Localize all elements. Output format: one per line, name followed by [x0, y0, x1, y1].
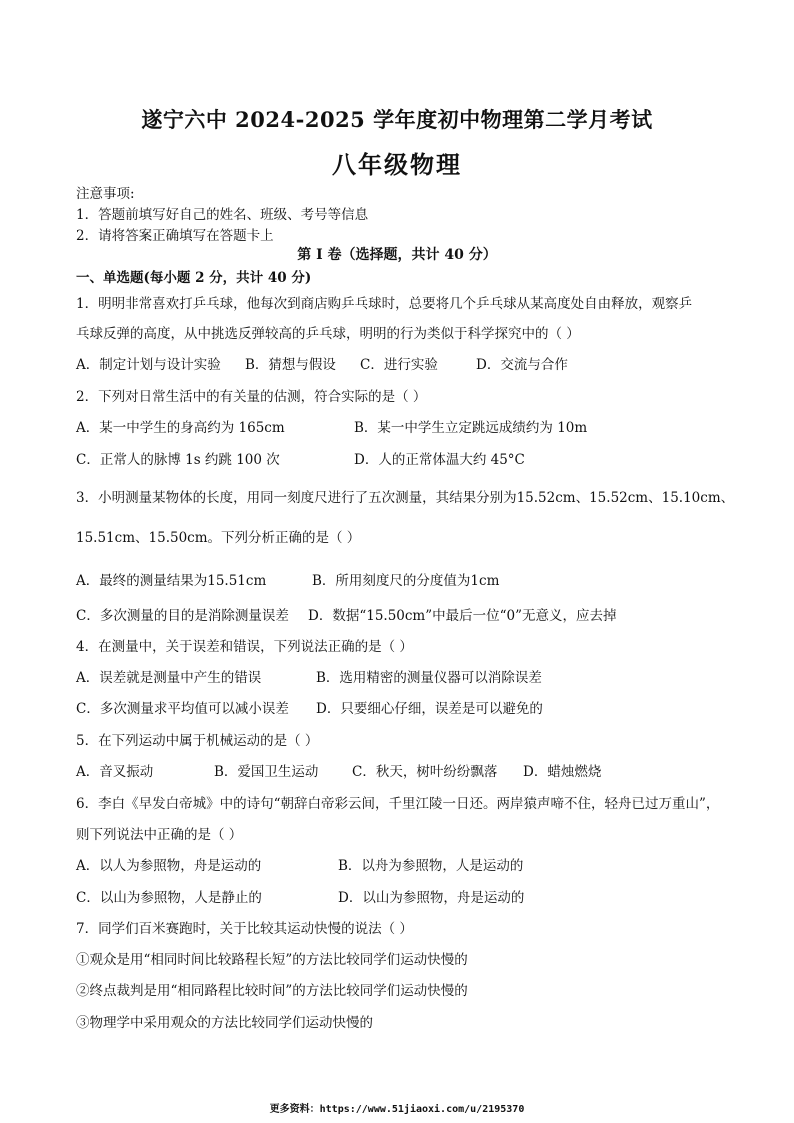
part-heading: 一、单选题(每小题 2 分，共计 40 分) — [76, 270, 312, 286]
q2-option-d: D．人的正常体温大约 45°C — [354, 452, 525, 468]
q1-option-c: C．进行实验 — [360, 357, 438, 373]
q1-option-a: A．制定计划与设计实验 — [76, 357, 221, 373]
q6-option-c: C．以山为参照物，人是静止的 — [76, 890, 262, 906]
q3-stem-line1: 3．小明测量某物体的长度，用同一刻度尺进行了五次测量，其结果分别为15.52cm、15.52cm、15.10cm、 — [76, 490, 735, 506]
q5-option-c: C．秋天，树叶纷纷飘落 — [352, 764, 498, 780]
q5-option-d: D．蜡烛燃烧 — [523, 764, 602, 780]
q7-statement-1: ①观众是用“相同时间比较路程长短”的方法比较同学们运动快慢的 — [76, 952, 468, 968]
footer-source-link[interactable]: 更多资料：https://www.51jiaoxi.com/u/2195370 — [269, 1104, 525, 1115]
q7-statement-3: ③物理学中采用观众的方法比较同学们运动快慢的 — [76, 1015, 373, 1031]
q3-option-b: B．所用刻度尺的分度值为1cm — [312, 573, 500, 589]
q6-option-d: D．以山为参照物，舟是运动的 — [338, 890, 525, 906]
q4-option-b: B．选用精密的测量仪器可以消除误差 — [316, 670, 542, 686]
exam-subtitle: 八年级物理 — [332, 150, 462, 179]
q7-stem: 7．同学们百米赛跑时，关于比较其运动快慢的说法（ ） — [76, 921, 413, 937]
q3-option-a: A．最终的测量结果为15.51cm — [76, 573, 267, 589]
q1-stem-line1: 1．明明非常喜欢打乒乓球，他每次到商店购乒乓球时，总要将几个乒乓球从某高度处自由释放，观察乒 — [76, 296, 693, 312]
section-title: 第 I 卷（选择题，共计 40 分） — [297, 247, 497, 263]
q6-option-b: B．以舟为参照物，人是运动的 — [338, 858, 524, 874]
q1-option-b: B．猜想与假设 — [245, 357, 336, 373]
q3-stem-line2: 15.51cm、15.50cm。下列分析正确的是（ ） — [76, 530, 361, 546]
q2-option-a: A．某一中学生的身高约为 165cm — [76, 420, 285, 436]
q1-option-d: D．交流与合作 — [476, 357, 568, 373]
q4-option-d: D．只要细心仔细，误差是可以避免的 — [316, 701, 543, 717]
q2-option-c: C．正常人的脉博 1s 约跳 100 次 — [76, 452, 280, 468]
q5-option-a: A．音叉振动 — [76, 764, 154, 780]
q6-stem-line1: 6．李白《早发白帝城》中的诗句“朝辞白帝彩云间，千里江陵一日还。两岸猿声啼不住，轻舟已过万重山”， — [76, 796, 720, 812]
notice-item-1: 1．答题前填写好自己的姓名、班级、考号等信息 — [76, 207, 369, 223]
q4-option-a: A．误差就是测量中产生的错误 — [76, 670, 262, 686]
q3-option-d: D．数据“15.50cm”中最后一位“0”无意义，应去掉 — [308, 608, 617, 624]
q6-option-a: A．以人为参照物，舟是运动的 — [76, 858, 262, 874]
q4-option-c: C．多次测量求平均值可以减小误差 — [76, 701, 289, 717]
notice-item-2: 2．请将答案正确填写在答题卡上 — [76, 228, 274, 244]
q3-option-c: C．多次测量的目的是消除测量误差 — [76, 608, 289, 624]
q2-stem: 2．下列对日常生活中的有关量的估测，符合实际的是（ ） — [76, 389, 427, 405]
q7-statement-2: ②终点裁判是用“相同路程比较时间”的方法比较同学们运动快慢的 — [76, 983, 468, 999]
q5-stem: 5．在下列运动中属于机械运动的是（ ） — [76, 733, 319, 749]
q6-stem-line2: 则下列说法中正确的是（ ） — [76, 827, 243, 843]
q4-stem: 4．在测量中，关于误差和错误，下列说法正确的是（ ） — [76, 639, 413, 655]
q5-option-b: B．爱国卫生运动 — [214, 764, 319, 780]
q1-stem-line2: 乓球反弹的高度，从中挑选反弹较高的乒乓球，明明的行为类似于科学探究中的（ ） — [76, 326, 580, 342]
exam-title: 遂宁六中 2024-2025 学年度初中物理第二学月考试 — [141, 107, 653, 132]
q2-option-b: B．某一中学生立定跳远成绩约为 10m — [354, 420, 588, 436]
notice-heading: 注意事项: — [76, 186, 135, 202]
